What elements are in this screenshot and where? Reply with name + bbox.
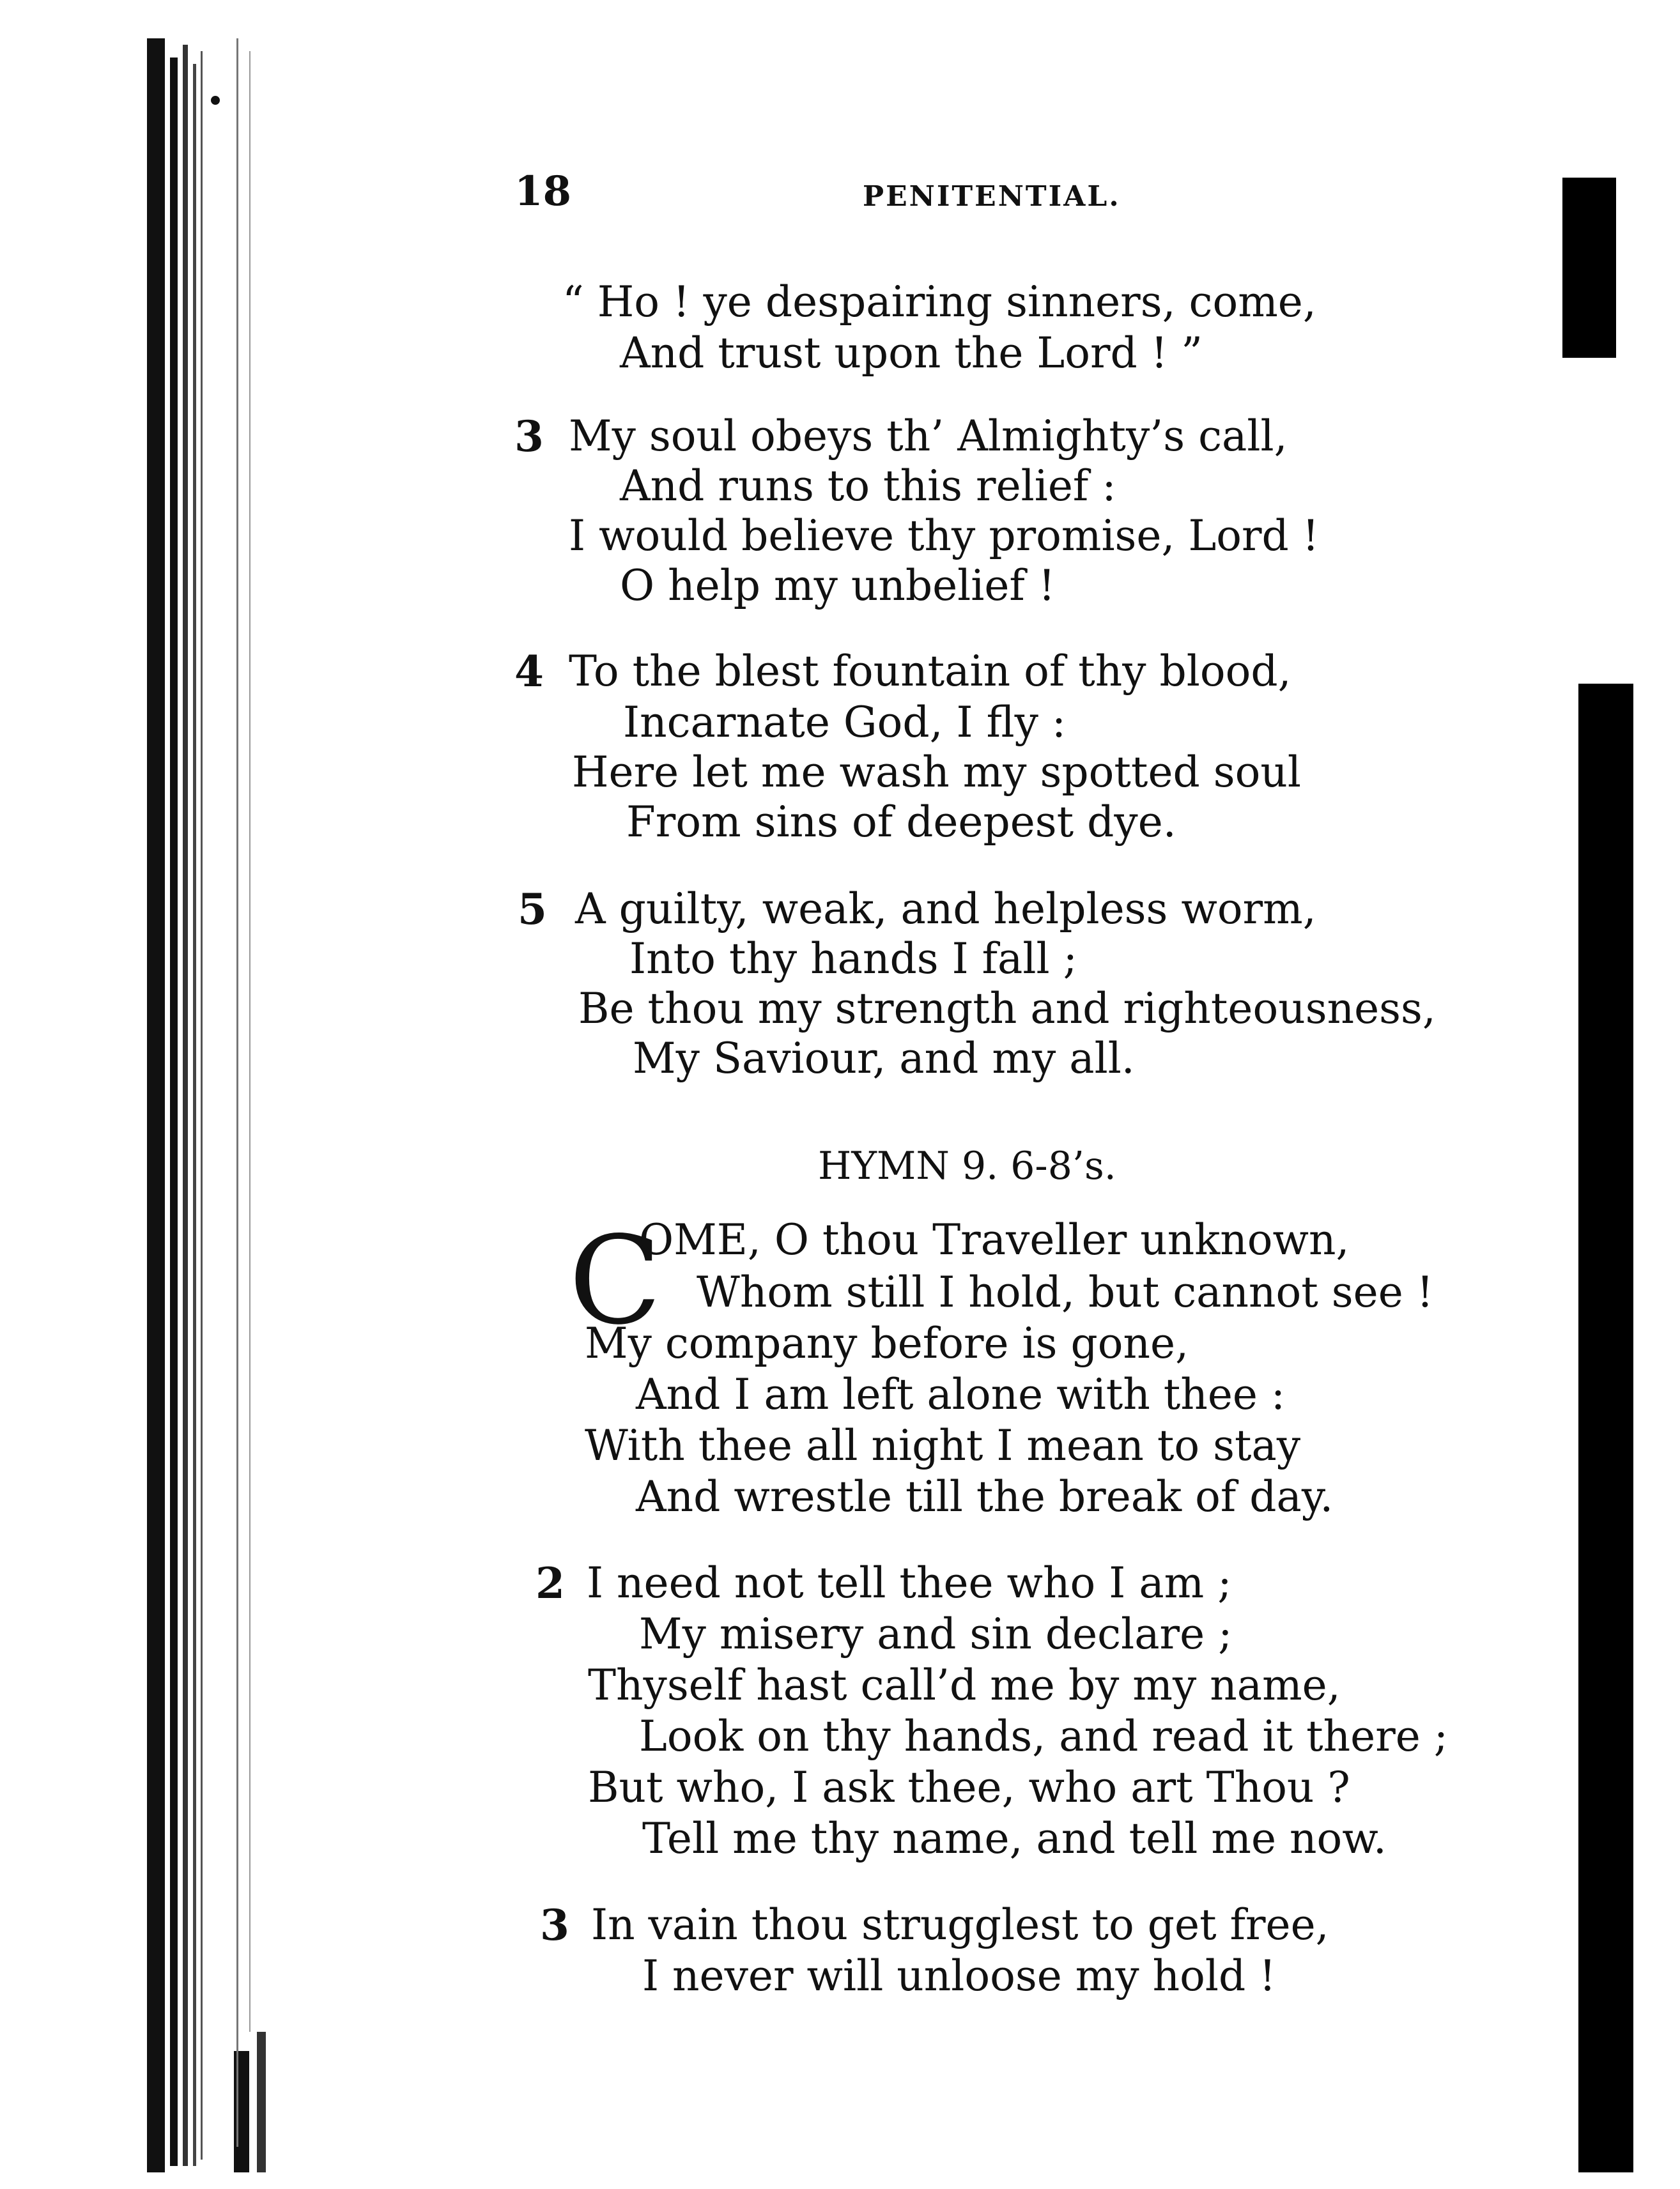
verse-line: “ Ho ! ye despairing sinners, come, [562,277,1316,326]
verse-line: I need not tell thee who I am ; [587,1558,1232,1608]
drop-cap: C [569,1210,662,1351]
verse-line: And I am left alone with thee : [636,1370,1286,1419]
verse-line: My company before is gone, [585,1319,1189,1368]
verse-line: Here let me wash my spotted soul [572,748,1301,797]
verse-line: Tell me thy name, and tell me now. [642,1814,1387,1863]
verse-number: 4 [514,647,544,696]
verse-number: 3 [540,1900,569,1950]
verse-line: From sins of deepest dye. [626,797,1176,847]
edge-mark-bottom [1578,684,1633,2172]
verse-line: Incarnate God, I fly : [623,698,1067,747]
page-header [514,167,1153,225]
verse-line: A guilty, weak, and helpless worm, [575,884,1316,933]
verse-line: And wrestle till the break of day. [636,1472,1334,1521]
verse-line: Thyself hast call’d me by my name, [588,1661,1341,1710]
verse-line: Whom still I hold, but cannot see ! [697,1268,1434,1317]
verse-line: O help my unbelief ! [620,561,1056,610]
verse-line: In vain thou strugglest to get free, [591,1900,1329,1949]
verse-number: 3 [514,411,544,461]
binding-edge-scan [147,38,320,2172]
verse-line: My Saviour, and my all. [633,1034,1135,1083]
hymn-title: HYMN 9. 6-8’s. [818,1144,1116,1188]
verse-line: And runs to this relief : [620,461,1116,511]
verse-line: Look on thy hands, and read it there ; [639,1712,1449,1761]
page-number: 18 [514,167,572,215]
verse-line: Into thy hands I fall ; [629,934,1077,983]
verse-line: With thee all night I mean to stay [585,1421,1301,1470]
verse-number: 5 [518,884,547,934]
verse-line: My misery and sin declare ; [639,1609,1233,1659]
verse-number: 2 [536,1558,565,1608]
verse-line: To the blest fountain of thy blood, [569,647,1291,696]
verse-line: I never will unloose my hold ! [642,1951,1276,2001]
edge-mark-top [1562,178,1616,358]
verse-line: I would believe thy promise, Lord ! [569,511,1320,560]
verse-line: But who, I ask thee, who art Thou ? [588,1763,1350,1812]
verse-line: OME, O thou Traveller unknown, [639,1215,1350,1264]
verse-line: Be thou my strength and righteousness, [578,984,1436,1033]
verse-line: And trust upon the Lord ! ” [620,328,1203,378]
running-head: PENITENTIAL. [863,180,1121,213]
verse-line: My soul obeys th’ Almighty’s call, [569,411,1288,461]
